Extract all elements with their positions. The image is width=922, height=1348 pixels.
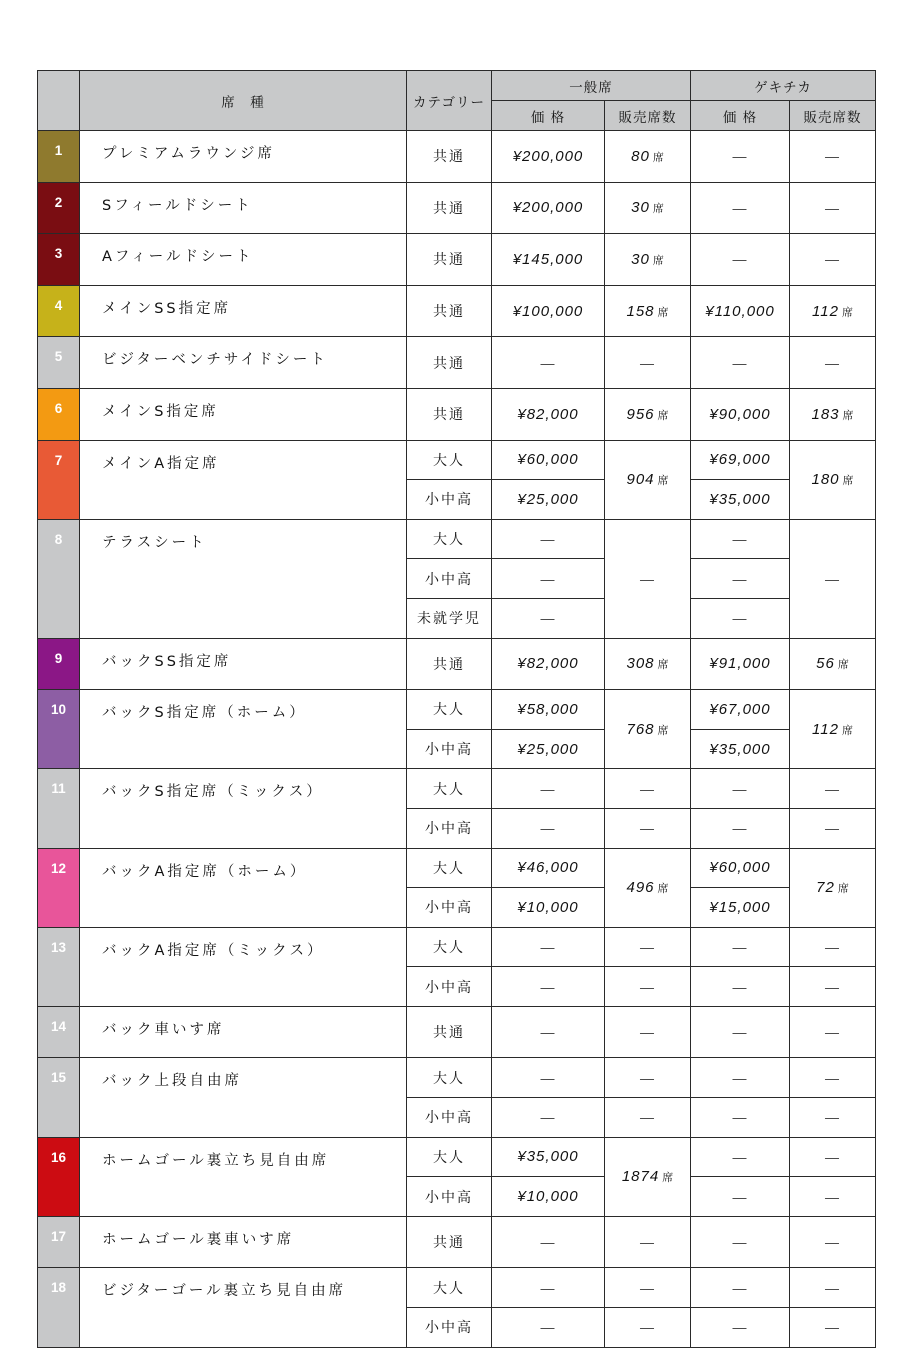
seat-unit: 席	[657, 723, 669, 737]
seat-count: 1874	[621, 1168, 660, 1186]
gekichika-seats-header: 販売席数	[790, 101, 876, 131]
general-price: ¥82,000	[492, 388, 605, 440]
gekichika-seats	[790, 440, 876, 519]
general-price-header: 価 格	[492, 101, 605, 131]
table-row	[38, 285, 876, 337]
table-row	[38, 519, 876, 559]
general-price: ¥35,000	[492, 1137, 605, 1177]
category-cell: 小中高	[407, 1308, 492, 1348]
seat-unit: 席	[657, 408, 669, 422]
gekichika-price: ¥35,000	[691, 480, 790, 520]
general-seats	[605, 1137, 691, 1216]
gekichika-price: —	[691, 1137, 790, 1177]
gekichika-seats: —	[790, 927, 876, 967]
general-price: —	[492, 1098, 605, 1138]
seat-unit: 席	[657, 658, 669, 672]
row-number: 17	[38, 1216, 80, 1268]
number-header	[38, 71, 80, 131]
table-row	[38, 638, 876, 690]
gekichika-price: —	[691, 967, 790, 1007]
row-number: 3	[38, 234, 80, 286]
table-row	[38, 1058, 876, 1098]
seat-type-name: バックA指定席（ミックス）	[80, 927, 407, 1006]
gekichika-price: —	[691, 559, 790, 599]
gekichika-seats: —	[790, 337, 876, 389]
row-number: 1	[38, 131, 80, 183]
row-number: 2	[38, 182, 80, 234]
gekichika-price: —	[691, 519, 790, 559]
seat-count: 496	[626, 879, 655, 897]
seat-count: 956	[626, 405, 655, 423]
seat-type-name: バックS指定席（ミックス）	[80, 769, 407, 848]
gekichika-price: —	[691, 769, 790, 809]
seat-count: 768	[626, 720, 655, 738]
row-number: 8	[38, 519, 80, 638]
general-seats: —	[605, 927, 691, 967]
general-seats	[605, 848, 691, 927]
gekichika-price: ¥91,000	[691, 638, 790, 690]
gekichika-price: —	[691, 1098, 790, 1138]
category-cell: 共通	[407, 1006, 492, 1058]
table-row	[38, 388, 876, 440]
seat-unit: 席	[657, 882, 669, 896]
gekichika-seats	[790, 285, 876, 337]
seat-unit: 席	[837, 882, 849, 896]
general-seats	[605, 234, 691, 286]
table-header	[38, 71, 876, 131]
gekichika-price: —	[691, 1216, 790, 1268]
general-price: —	[492, 598, 605, 638]
row-number: 10	[38, 690, 80, 769]
seat-unit: 席	[842, 408, 854, 422]
category-cell: 共通	[407, 182, 492, 234]
seat-count: 112	[812, 720, 839, 738]
seat-unit: 席	[657, 305, 669, 319]
category-cell: 共通	[407, 388, 492, 440]
general-price: —	[492, 967, 605, 1007]
category-cell: 大人	[407, 848, 492, 888]
general-seats: —	[605, 519, 691, 638]
gekichika-seats: —	[790, 769, 876, 809]
seat-unit: 席	[842, 474, 854, 488]
seat-count: 158	[626, 302, 655, 320]
category-cell: 共通	[407, 638, 492, 690]
table-row	[38, 848, 876, 888]
category-cell: 小中高	[407, 967, 492, 1007]
gekichika-seats: —	[790, 1177, 876, 1217]
seat-count: 112	[812, 302, 839, 320]
seat-type-name: Aフィールドシート	[80, 234, 407, 286]
seat-unit: 席	[652, 150, 664, 164]
gekichika-seats	[790, 638, 876, 690]
general-seats: —	[605, 1308, 691, 1348]
general-price: —	[492, 769, 605, 809]
gekichika-seats: —	[790, 234, 876, 286]
category-cell: 大人	[407, 440, 492, 480]
general-price: ¥46,000	[492, 848, 605, 888]
table-row	[38, 182, 876, 234]
general-price: ¥10,000	[492, 1177, 605, 1217]
seat-count: 904	[626, 471, 655, 489]
category-cell: 大人	[407, 769, 492, 809]
general-price: —	[492, 337, 605, 389]
gekichika-seats: —	[790, 1058, 876, 1098]
general-price: —	[492, 519, 605, 559]
table-body	[38, 131, 876, 1348]
gekichika-seats: —	[790, 967, 876, 1007]
seat-unit: 席	[657, 474, 669, 488]
gekichika-price: ¥90,000	[691, 388, 790, 440]
category-cell: 共通	[407, 131, 492, 183]
gekichika-price: —	[691, 234, 790, 286]
category-cell: 共通	[407, 1216, 492, 1268]
gekichika-seats	[790, 388, 876, 440]
table-row	[38, 690, 876, 730]
general-price: ¥58,000	[492, 690, 605, 730]
table-row	[38, 1137, 876, 1177]
gekichika-seats	[790, 690, 876, 769]
gekichika-price: ¥67,000	[691, 690, 790, 730]
gekichika-seats: —	[790, 182, 876, 234]
seat-type-name: ホームゴール裏車いす席	[80, 1216, 407, 1268]
table-row	[38, 1216, 876, 1268]
general-price: ¥60,000	[492, 440, 605, 480]
general-price: ¥100,000	[492, 285, 605, 337]
general-price: ¥82,000	[492, 638, 605, 690]
general-seats: —	[605, 1006, 691, 1058]
category-cell: 小中高	[407, 808, 492, 848]
seat-count: 72	[816, 879, 835, 897]
table-row	[38, 927, 876, 967]
general-price: ¥25,000	[492, 480, 605, 520]
general-header: 一般席	[492, 71, 691, 101]
seat-type-name: ビジターゴール裏立ち見自由席	[80, 1268, 407, 1347]
general-price: ¥25,000	[492, 729, 605, 769]
gekichika-price: ¥15,000	[691, 888, 790, 928]
gekichika-price: —	[691, 598, 790, 638]
seat-count: 180	[811, 471, 840, 489]
general-seats-header: 販売席数	[605, 101, 691, 131]
general-price: ¥145,000	[492, 234, 605, 286]
gekichika-price: —	[691, 927, 790, 967]
general-seats: —	[605, 967, 691, 1007]
general-price: —	[492, 1216, 605, 1268]
seat-type-name: バック上段自由席	[80, 1058, 407, 1137]
general-price: —	[492, 559, 605, 599]
row-number: 4	[38, 285, 80, 337]
general-seats	[605, 440, 691, 519]
gekichika-seats: —	[790, 1098, 876, 1138]
seat-type-name: ビジターベンチサイドシート	[80, 337, 407, 389]
general-price: —	[492, 927, 605, 967]
general-price: ¥10,000	[492, 888, 605, 928]
gekichika-seats: —	[790, 131, 876, 183]
seat-type-name: Sフィールドシート	[80, 182, 407, 234]
row-number: 15	[38, 1058, 80, 1137]
row-number: 18	[38, 1268, 80, 1347]
gekichika-price: —	[691, 337, 790, 389]
gekichika-seats: —	[790, 519, 876, 638]
general-price: —	[492, 1006, 605, 1058]
general-seats	[605, 182, 691, 234]
seat-unit: 席	[841, 305, 853, 319]
general-price: —	[492, 1308, 605, 1348]
general-seats: —	[605, 337, 691, 389]
gekichika-price: —	[691, 1177, 790, 1217]
general-seats	[605, 285, 691, 337]
seat-price-table	[37, 70, 876, 1348]
row-number: 11	[38, 769, 80, 848]
row-number: 16	[38, 1137, 80, 1216]
general-seats: —	[605, 1058, 691, 1098]
general-price: ¥200,000	[492, 131, 605, 183]
category-cell: 小中高	[407, 888, 492, 928]
table-row	[38, 440, 876, 480]
category-cell: 大人	[407, 1268, 492, 1308]
category-cell: 大人	[407, 690, 492, 730]
general-seats: —	[605, 1268, 691, 1308]
category-cell: 大人	[407, 519, 492, 559]
category-cell: 小中高	[407, 1177, 492, 1217]
general-seats: —	[605, 769, 691, 809]
category-cell: 小中高	[407, 1098, 492, 1138]
gekichika-seats: —	[790, 1216, 876, 1268]
gekichika-seats	[790, 848, 876, 927]
general-seats: —	[605, 1216, 691, 1268]
seat-unit: 席	[652, 202, 664, 216]
category-header: カテゴリー	[407, 71, 492, 131]
row-number: 14	[38, 1006, 80, 1058]
general-price: —	[492, 808, 605, 848]
category-cell: 共通	[407, 234, 492, 286]
gekichika-price: —	[691, 1006, 790, 1058]
row-number: 5	[38, 337, 80, 389]
seat-type-name: バックA指定席（ホーム）	[80, 848, 407, 927]
seat-unit: 席	[841, 723, 853, 737]
seat-type-name: バックSS指定席	[80, 638, 407, 690]
seat-type-name: バックS指定席（ホーム）	[80, 690, 407, 769]
category-cell: 大人	[407, 1058, 492, 1098]
gekichika-seats: —	[790, 1137, 876, 1177]
seat-type-name: バック車いす席	[80, 1006, 407, 1058]
seat-type-name: メインS指定席	[80, 388, 407, 440]
gekichika-price: —	[691, 1308, 790, 1348]
category-cell: 大人	[407, 927, 492, 967]
row-number: 12	[38, 848, 80, 927]
general-price: ¥200,000	[492, 182, 605, 234]
table-row	[38, 337, 876, 389]
gekichika-header: ゲキチカ	[691, 71, 876, 101]
general-seats: —	[605, 808, 691, 848]
seat-unit: 席	[652, 253, 664, 267]
category-cell: 共通	[407, 337, 492, 389]
row-number: 7	[38, 440, 80, 519]
gekichika-price: ¥60,000	[691, 848, 790, 888]
category-cell: 共通	[407, 285, 492, 337]
table-row	[38, 234, 876, 286]
gekichika-seats: —	[790, 808, 876, 848]
general-price: —	[492, 1058, 605, 1098]
category-cell: 小中高	[407, 559, 492, 599]
seat-count: 56	[816, 655, 835, 673]
general-seats	[605, 131, 691, 183]
category-cell: 小中高	[407, 729, 492, 769]
gekichika-price: ¥69,000	[691, 440, 790, 480]
gekichika-price: ¥35,000	[691, 729, 790, 769]
gekichika-seats: —	[790, 1006, 876, 1058]
seat-count: 308	[626, 655, 655, 673]
gekichika-price: —	[691, 1268, 790, 1308]
seat-unit: 席	[662, 1171, 674, 1185]
row-number: 9	[38, 638, 80, 690]
general-seats	[605, 388, 691, 440]
gekichika-seats: —	[790, 1268, 876, 1308]
seat-type-name: テラスシート	[80, 519, 407, 638]
seat-type-name: メインA指定席	[80, 440, 407, 519]
row-number: 13	[38, 927, 80, 1006]
seat-type-header: 席 種	[80, 71, 407, 131]
table-row	[38, 1006, 876, 1058]
seat-type-name: メインSS指定席	[80, 285, 407, 337]
gekichika-price-header: 価 格	[691, 101, 790, 131]
gekichika-price: —	[691, 182, 790, 234]
seat-count: 30	[631, 199, 650, 217]
general-seats	[605, 638, 691, 690]
seat-count: 30	[631, 250, 650, 268]
general-seats	[605, 690, 691, 769]
seat-type-name: ホームゴール裏立ち見自由席	[80, 1137, 407, 1216]
general-seats: —	[605, 1098, 691, 1138]
category-cell: 小中高	[407, 480, 492, 520]
seat-count: 183	[811, 405, 840, 423]
table-row	[38, 131, 876, 183]
gekichika-price: —	[691, 131, 790, 183]
category-cell: 未就学児	[407, 598, 492, 638]
table-row	[38, 1268, 876, 1308]
gekichika-price: —	[691, 1058, 790, 1098]
row-number: 6	[38, 388, 80, 440]
seat-type-name: プレミアムラウンジ席	[80, 131, 407, 183]
seat-count: 80	[631, 147, 650, 165]
table-row	[38, 769, 876, 809]
gekichika-seats: —	[790, 1308, 876, 1348]
general-price: —	[492, 1268, 605, 1308]
gekichika-price: ¥110,000	[691, 285, 790, 337]
gekichika-price: —	[691, 808, 790, 848]
category-cell: 大人	[407, 1137, 492, 1177]
seat-unit: 席	[837, 658, 849, 672]
